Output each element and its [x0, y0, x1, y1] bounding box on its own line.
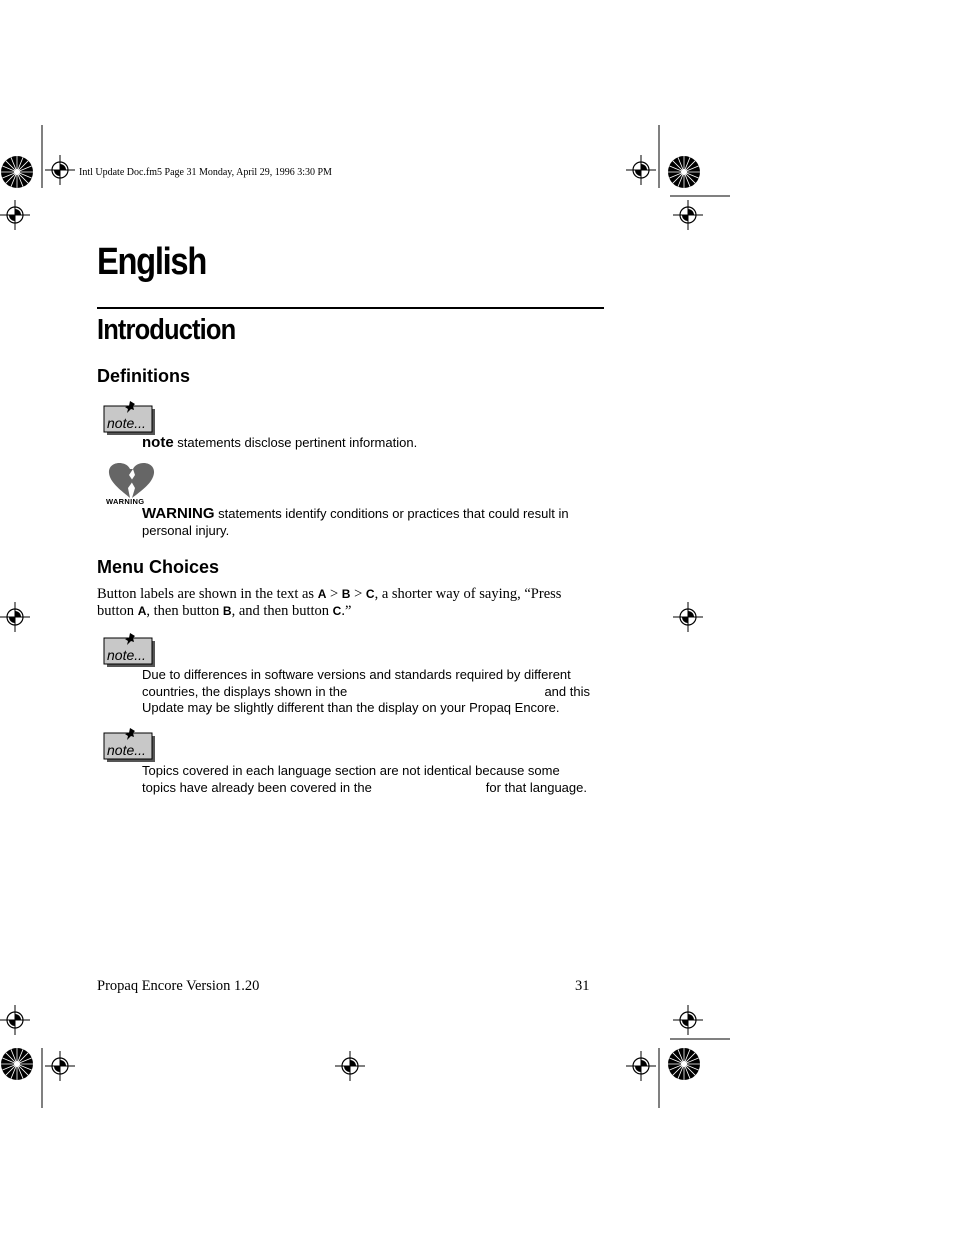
- registration-mark-icon: [0, 1005, 30, 1035]
- color-bar-sunburst-icon: [667, 1047, 701, 1081]
- color-bar-sunburst-icon: [0, 1047, 34, 1081]
- note-icon: [103, 728, 157, 764]
- note-icon-label: note...: [107, 742, 146, 758]
- print-slug: Intl Update Doc.fm5 Page 31 Monday, April 29, 1996 3:30 PM: [79, 167, 332, 178]
- note-icon-label: note...: [107, 415, 146, 431]
- software-versions-note: Due to differences in software versions and standards required by different countries, the displays shown in the and this Update may be slightly different than the display on your Propaq Encore.: [142, 667, 590, 715]
- warning-icon: [104, 461, 158, 507]
- footer-page-number: 31: [575, 978, 590, 994]
- warning-icon-label: WARNING: [106, 497, 145, 506]
- registration-mark-icon: [45, 1051, 75, 1081]
- registration-mark-icon: [673, 602, 703, 632]
- registration-mark-icon: [0, 602, 30, 632]
- color-bar-sunburst-icon: [0, 155, 34, 189]
- definitions-heading: Definitions: [97, 366, 190, 386]
- registration-mark-icon: [0, 200, 30, 230]
- registration-mark-icon: [673, 200, 703, 230]
- color-bar-sunburst-icon: [667, 155, 701, 189]
- registration-mark-icon: [45, 155, 75, 185]
- note-definition: note statements disclose pertinent information.: [142, 434, 418, 451]
- note-icon: [103, 401, 157, 437]
- title-rule: [97, 307, 604, 309]
- note-icon-label: note...: [107, 647, 146, 663]
- menu-choices-heading: Menu Choices: [97, 557, 220, 577]
- registration-mark-icon: [626, 155, 656, 185]
- menu-choices-paragraph: Button labels are shown in the text as A > B > C, a shorter way of saying, “Press button A, then button B, and then button C.”: [97, 586, 562, 619]
- section-heading: Introduction: [97, 314, 236, 346]
- warning-keyword: WARNING: [142, 505, 215, 522]
- page-title: English: [97, 241, 206, 283]
- registration-mark-icon: [673, 1005, 703, 1035]
- note-icon: [103, 633, 157, 669]
- note-keyword: note: [142, 434, 174, 451]
- registration-mark-icon: [626, 1051, 656, 1081]
- registration-mark-icon: [335, 1051, 365, 1081]
- warning-definition: WARNING statements identify conditions or practices that could result in personal injury.: [142, 505, 569, 538]
- footer-document-title: Propaq Encore Version 1.20: [97, 978, 260, 994]
- language-topics-note: Topics covered in each language section are not identical because some topics have already been covered in the for that language.: [142, 763, 587, 795]
